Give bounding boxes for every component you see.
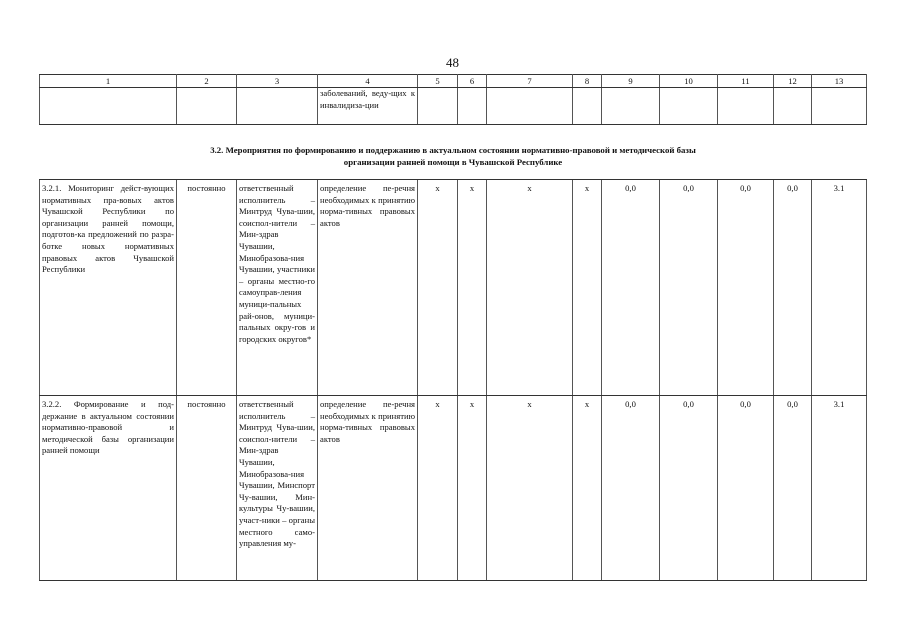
- cell-value: 0,0: [718, 180, 774, 396]
- cell-value: х: [458, 180, 487, 396]
- cell-value: 0,0: [774, 180, 812, 396]
- cell-value: х: [458, 396, 487, 581]
- col-number: 8: [573, 75, 602, 88]
- cell-value: х: [418, 180, 458, 396]
- section-heading-line2: организации ранней помощи в Чувашской Республике: [343, 157, 563, 167]
- col-number: 3: [237, 75, 318, 88]
- executors: ответственный исполнитель – Минтруд Чува-шии, соиспол-нители – Мин-здрав Чувашии, Минобразова-ния Чувашии, Минспорт Чу-вашии, Мин-культуры Чу-вашии, участ-ники – органы местного само-управления му-: [237, 396, 318, 581]
- col-number: 2: [177, 75, 237, 88]
- deadline: постоянно: [177, 396, 237, 581]
- col-number: 7: [487, 75, 573, 88]
- col-number: 10: [660, 75, 718, 88]
- section-heading: [40, 125, 867, 180]
- col-number: 4: [318, 75, 418, 88]
- section-heading-row: [40, 125, 867, 180]
- section-heading-line1: 3.2. Мероприятия по формированию и поддержанию в актуальном состоянии нормативно-правовой и методической базы: [210, 145, 696, 155]
- cell-value: х: [573, 180, 602, 396]
- cell-value: 0,0: [718, 396, 774, 581]
- cell-value: 3.1: [812, 180, 867, 396]
- table-row: [40, 396, 867, 581]
- col-number: 6: [458, 75, 487, 88]
- col-number: 5: [418, 75, 458, 88]
- col-number: 13: [812, 75, 867, 88]
- col-number: 12: [774, 75, 812, 88]
- expected-result: определение пе-речня необходимых к принятию норма-тивных правовых актов: [318, 396, 418, 581]
- cell-value: 0,0: [660, 396, 718, 581]
- cell-value: х: [418, 396, 458, 581]
- program-table: [39, 74, 867, 581]
- cell-value: 0,0: [602, 180, 660, 396]
- cell-value: 3.1: [812, 396, 867, 581]
- cell-value: х: [487, 180, 573, 396]
- deadline: постоянно: [177, 180, 237, 396]
- column-number-row: [40, 75, 867, 88]
- expected-result: определение пе-речня необходимых к принятию норма-тивных правовых актов: [318, 180, 418, 396]
- continued-result-text: заболеваний, веду-щих к инвалидиза-ции: [318, 88, 418, 125]
- page-number: 48: [446, 55, 459, 70]
- cell-value: х: [573, 396, 602, 581]
- cell-value: х: [487, 396, 573, 581]
- cell-value: 0,0: [774, 396, 812, 581]
- continuation-row: [40, 88, 867, 125]
- col-number: 11: [718, 75, 774, 88]
- cell-value: 0,0: [602, 396, 660, 581]
- col-number: 9: [602, 75, 660, 88]
- executors: ответственный исполнитель – Минтруд Чува-шии, соиспол-нители – Мин-здрав Чувашии, Минобразова-ния Чувашии, участники – органы местно-го самоуправ-ления муници-пальных рай-онов, муници-пальных окру-гов и городских округов*: [237, 180, 318, 396]
- activity-name: 3.2.1. Мониторинг дейст-вующих нормативных пра-вовых актов Чувашской Республики по организации ранней помощи, подготов-ка предложений по разра-ботке новых нормативных правовых актов Чувашской Республики: [40, 180, 177, 396]
- col-number: 1: [40, 75, 177, 88]
- activity-name: 3.2.2. Формирование и под-держание в актуальном состоянии нормативно-правовой и методической базы организации ранней помощи: [40, 396, 177, 581]
- cell-value: 0,0: [660, 180, 718, 396]
- table-row: [40, 180, 867, 396]
